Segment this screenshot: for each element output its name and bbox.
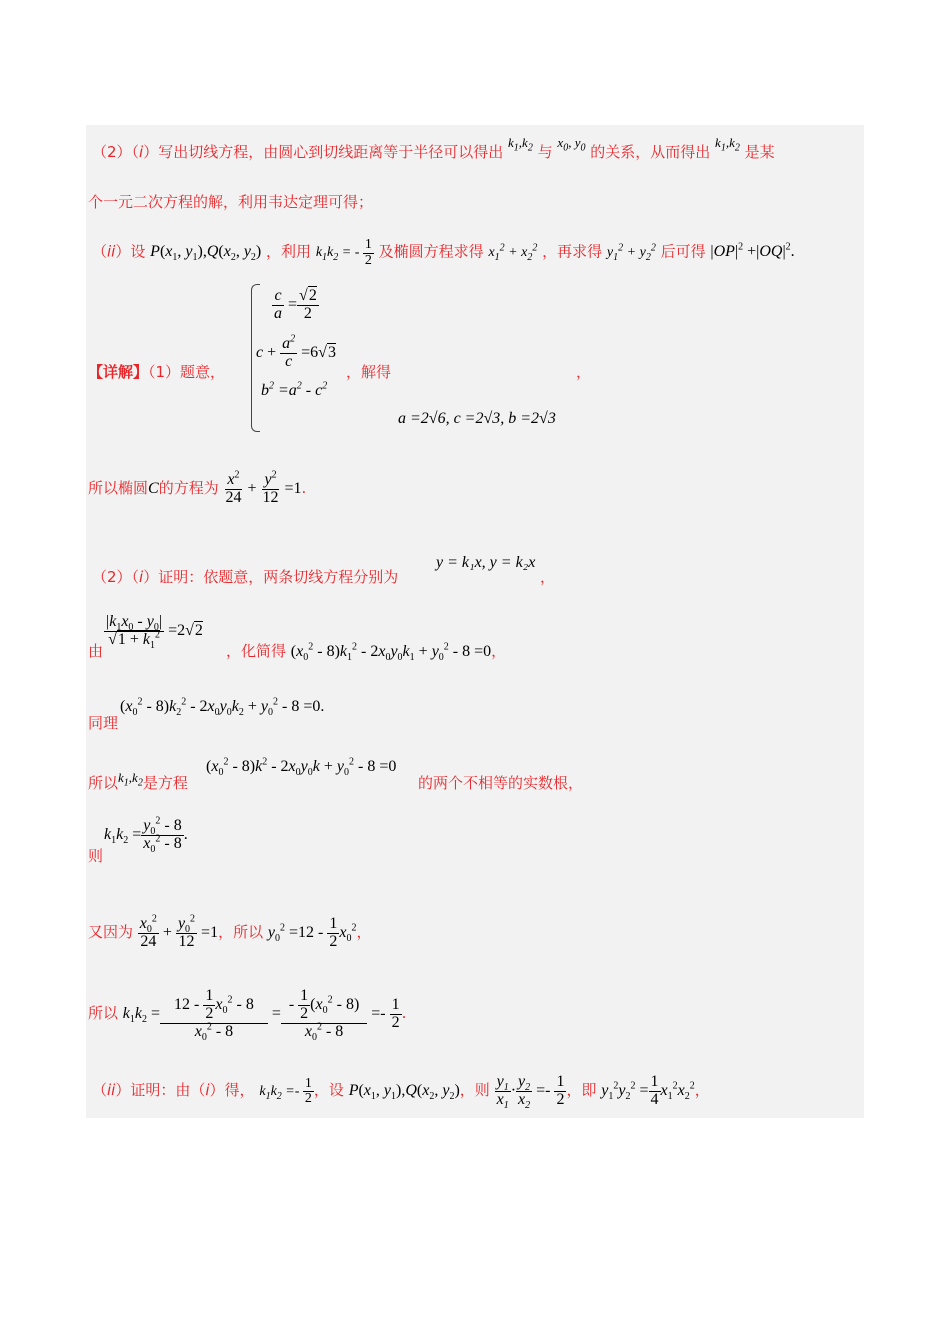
vieta-product: $k_1k_2$ = $\frac{y_0^2 - 8}{x_0^2 - 8}$ . bbox=[104, 815, 188, 855]
proof-line-2: ，化简得 $(x_0^2 - 8)k_1^2 - 2x_0y_0k_1 + y_0^2 - 8 =0$， bbox=[226, 641, 507, 664]
intro-line-1: （2）（i）写出切线方程，由圆心到切线距离等于半径可以得出 $k_1,k_2$ 与 $x_0$, $y_0$ 的关系，从而得出 $k_1,k_2$ 是某 bbox=[92, 135, 775, 161]
proof-line-1: （2）（i）证明：依题意，两条切线方程分别为 bbox=[92, 568, 399, 586]
tangent-lines: y = k₁x, y = k₂x bbox=[436, 554, 536, 571]
proof-line-2-label: 由 bbox=[88, 642, 104, 660]
intro-line-2: 个一元二次方程的解，利用韦达定理可得； bbox=[88, 193, 374, 211]
proof-line-8: （ii）证明：由（i）得， $k_1k_2$ =- $\frac{1}{2}$ ，设 $P(x_1$, $y_1),Q(x_2$, $y_2$)，则 $\frac{y_1}{x_1}$ · $\frac{y_2}{x_2}$ =- $\frac{1}{2}$ ，即 $y_1^2y_2^2$ = $\frac{1}{4}$ $x_1^2x_2^2$， bbox=[92, 1073, 710, 1111]
detail-result: a =2√6, c =2√3, b =2√3 bbox=[398, 410, 556, 427]
distance-formula: $\frac{|k_1x_0 - y_0|}{√1 + k_1^2}$ =2√2 bbox=[106, 613, 203, 651]
eq-directrix: c + $\frac{a^2}{c}$ =6√3 bbox=[256, 333, 336, 370]
intro-line-3: （ii）设 $P(x_1$, $y_1),Q(x_2$, $y_2$) ，利用 $k_1k_2$ = - $\frac{1}{2}$ 及椭圆方程求得 $x_1^2 + x_2^2$ ，再求得 $y_1^2 + y_2^2$ 后可得 $|OP|^2 +|OQ|^2$. bbox=[92, 237, 795, 268]
ellipse-line: 所以椭圆C的方程为 $\frac{x^2}{24}$ + $\frac{y^2}{12}$ =1. bbox=[88, 469, 307, 506]
detail-comma: ， bbox=[576, 363, 592, 381]
detail-solve: ，解得 bbox=[346, 363, 392, 381]
proof-line-7: 所以 $k_1k_2$ = 12 - $\frac{1}{2}$ $x_0^2 - 8$ $x_0^2 - 8$ = - $\frac{1}{2}$ $(x_0^2 - 8)$ $x_0^2 - 8$ =- $\frac{1}{2}$ . bbox=[88, 987, 407, 1043]
proof-line-6: 又因为 $\frac{x_0^2}{24}$ + $\frac{y_0^2}{12}$ =1，所以 $y_0^2 =12$ - $\frac{1}{2}$ $x_0^2$， bbox=[88, 913, 372, 950]
eq-ratio: $\frac{c}{a}$ = $\frac{√2}{2}$ bbox=[274, 287, 317, 322]
proof-line-3-eq: $(x_0^2 - 8)k_2^2 - 2x_0y_0k_2 + y_0^2 - 8 =0$. bbox=[120, 696, 325, 719]
proof-line-4: 所以$k_1,k_2$是方程 bbox=[88, 770, 188, 792]
proof-line-1-comma: ， bbox=[540, 568, 556, 586]
detail-line: 【详解】（1）题意， bbox=[88, 363, 226, 381]
eq-abc: $b^2 =a^2 - c^2$ bbox=[261, 380, 328, 399]
proof-line-4-end: 的两个不相等的实数根， bbox=[418, 774, 584, 792]
proof-line-5-label: 则 bbox=[88, 847, 104, 865]
quadratic-eq: $(x_0^2 - 8)k^2 - 2x_0y_0k + y_0^2 - 8 =0$ bbox=[206, 756, 397, 779]
proof-line-3-label: 同理 bbox=[88, 714, 119, 732]
